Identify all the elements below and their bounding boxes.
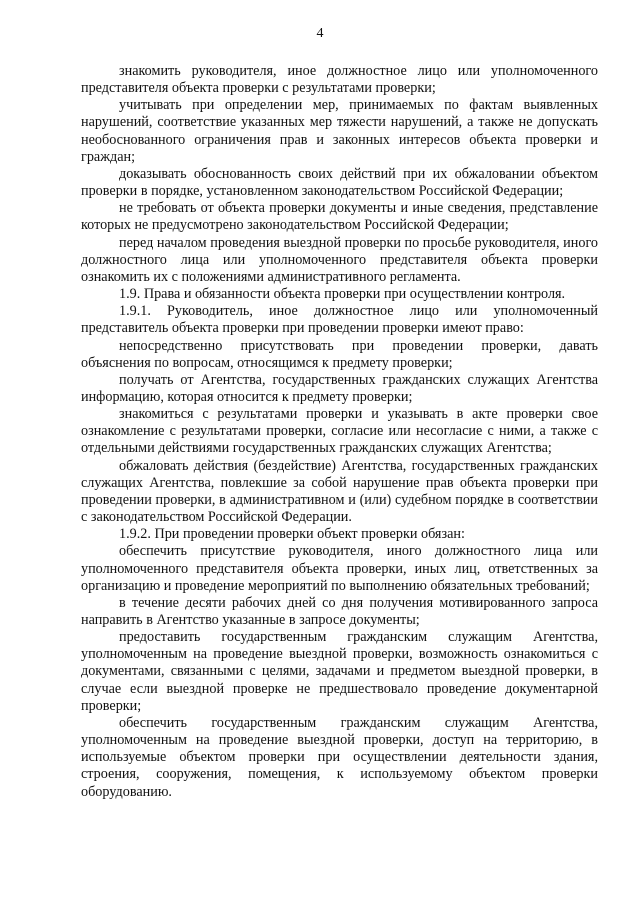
paragraph: 1.9.2. При проведении проверки объект проверки обязан:: [119, 526, 465, 543]
document-body: [81, 63, 598, 801]
paragraph: 1.9.1. Руководитель, иное должностное лицо или уполномоченный представитель объекта проверки при проведении проверки имеют право:: [81, 303, 598, 337]
page-number: 4: [316, 26, 324, 41]
paragraph: знакомиться с результатами проверки и указывать в акте проверки свое ознакомление с результатами проверки, согласие или несогласие с ними, а также с отдельными действиями государственных гражданских служащих Агентства;: [81, 406, 598, 457]
paragraph: перед началом проведения выездной проверки по просьбе руководителя, иного должностного лица или уполномоченного представителя объекта проверки ознакомить их с положениями административного регламента.: [81, 234, 598, 285]
paragraph: в течение десяти рабочих дней со дня получения мотивированного запроса направить в Агентство указанные в запросе документы;: [81, 594, 598, 628]
paragraph: обжаловать действия (бездействие) Агентства, государственных гражданских служащих Агентства, повлекшие за собой нарушение прав объекта проверки при проведении проверки, в административном и (или) судебном порядке в соответствии с законодательством Российской Федерации.: [81, 457, 598, 526]
paragraph: обеспечить государственным гражданским служащим Агентства, уполномоченным на проведение выездной проверки, доступ на территорию, в используемые объектом проверки при осуществлении деятельности здания, строения, сооружения, помещения, к используемому объектом проверки оборудованию.: [81, 714, 598, 800]
paragraph: не требовать от объекта проверки документы и иные сведения, представление которых не предусмотрено законодательством Российской Федерации;: [81, 200, 598, 234]
paragraph: непосредственно присутствовать при проведении проверки, давать объяснения по вопросам, относящимся к предмету проверки;: [81, 337, 598, 371]
paragraph: обеспечить присутствие руководителя, иного должностного лица или уполномоченного представителя объекта проверки, иных лиц, ответственных за организацию и проведение мероприятий по выполнению обязательных требований;: [81, 543, 598, 594]
section-heading: 1.9. Права и обязанности объекта проверки при осуществлении контроля.: [119, 286, 566, 303]
paragraph: получать от Агентства, государственных гражданских служащих Агентства информацию, которая относится к предмету проверки;: [81, 371, 598, 405]
paragraph: знакомить руководителя, иное должностное лицо или уполномоченного представителя объекта проверки с результатами проверки;: [81, 63, 598, 97]
paragraph: предоставить государственным гражданским служащим Агентства, уполномоченным на проведение выездной проверки, возможность ознакомиться с документами, связанными с целями, задачами и предметом выездной проверки, в случае если выездной проверке не предшествовало проведение документарной проверки;: [81, 629, 598, 714]
paragraph: учитывать при определении мер, принимаемых по фактам выявленных нарушений, соответствие указанных мер тяжести нарушений, а также не допускать необоснованного ограничения прав и законных интересов объекта проверки и граждан;: [81, 97, 598, 165]
paragraph: доказывать обоснованность своих действий при их обжаловании объектом проверки в порядке, установленном законодательством Российской Федерации;: [81, 165, 598, 200]
